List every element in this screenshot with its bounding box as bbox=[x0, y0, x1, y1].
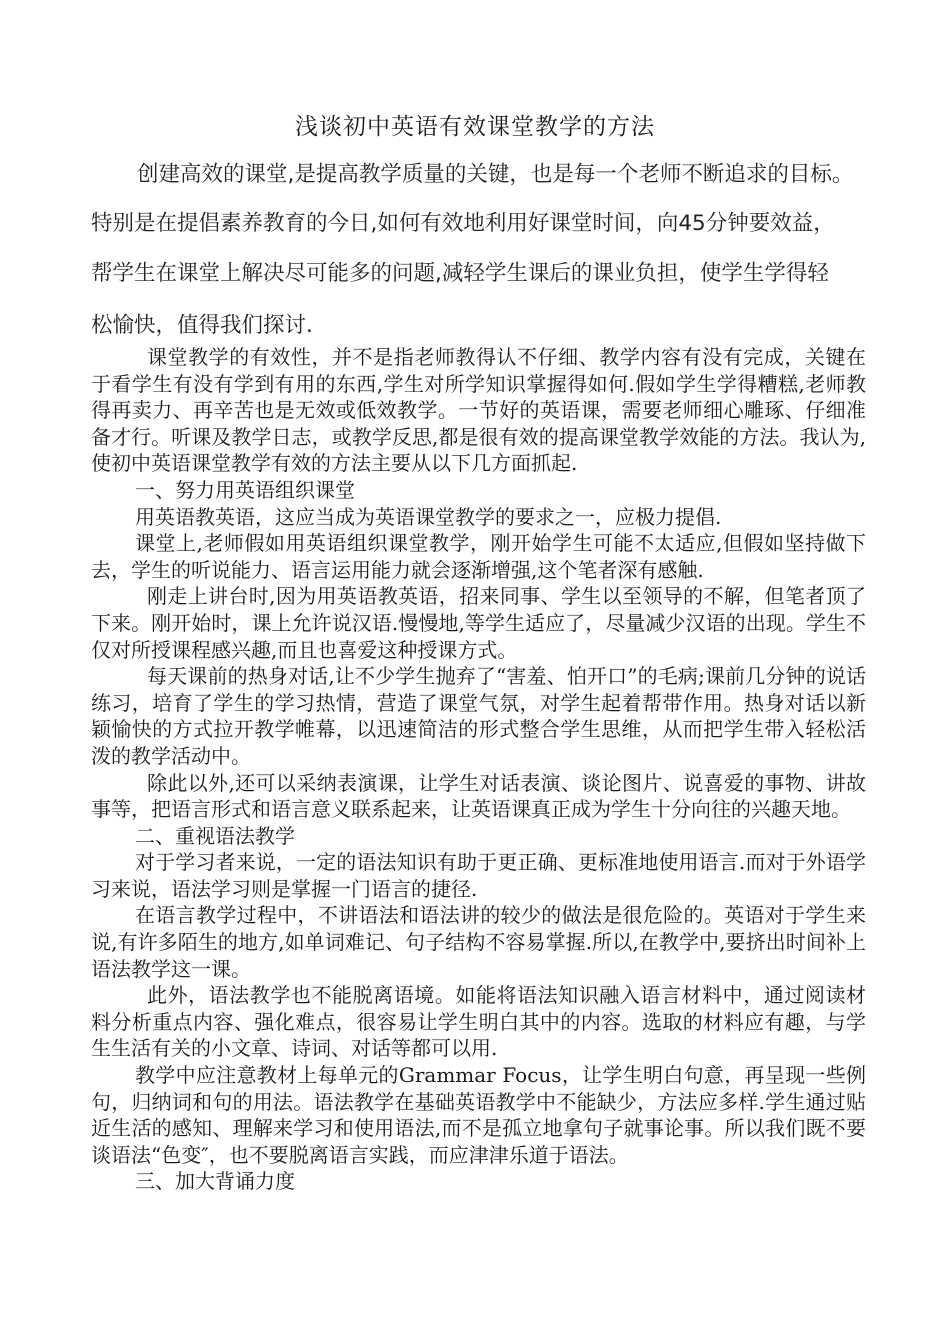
section-heading: 二、重视语法教学 bbox=[135, 823, 295, 848]
paragraph: 用英语教英语，这应当成为英语课堂教学的要求之一，应极力提倡. bbox=[135, 504, 722, 529]
document-body bbox=[91, 344, 866, 1195]
paragraph: 教学中应注意教材上每单元的Grammar Focus，让学生明白句意，再呈现一些例句，归纳词和句的用法。语法教学在基础英语教学中不能缺少，方法应多样.学生通过贴近生活的感知、理解来学习和使用语法,而不是孤立地拿句子就事论事。所以我们既不要谈语法“色变″，也不要脱离语言实践，而应津津乐道于语法。 bbox=[91, 1063, 866, 1167]
paragraph: 除此以外,还可以采纳表演课，让学生对话表演、谈论图片、说喜爱的事物、讲故事等，把语言形式和语言意义联系起来，让英语课真正成为学生十分向往的兴趣天地。 bbox=[91, 770, 866, 822]
paragraph: 对于学习者来说，一定的语法知识有助于更正确、更标准地使用语言.而对于外语学习来说，语法学习则是掌握一门语言的捷径. bbox=[91, 850, 866, 901]
paragraph: 刚走上讲台时,因为用英语教英语，招来同事、学生以至领导的不解，但笔者顶了下来。刚开始时，课上允许说汉语.慢慢地,等学生适应了，尽量减少汉语的出现。学生不仅对所授课程感兴趣,而且也喜爱这种授课方式。 bbox=[91, 584, 866, 662]
paragraph: 在语言教学过程中，不讲语法和语法讲的较少的做法是很危险的。英语对于学生来说,有许多陌生的地方,如单词难记、句子结构不容易掌握.所以,在教学中,要挤出时间补上语法教学这一课。 bbox=[91, 903, 866, 981]
paragraph: 课堂上,老师假如用英语组织课堂教学，刚开始学生可能不太适应,但假如坚持做下去，学生的听说能力、语言运用能力就会逐渐增强,这个笔者深有感触. bbox=[91, 531, 866, 582]
intro-line-4: 松愉快，值得我们探讨. bbox=[91, 313, 313, 338]
document-title: 浅谈初中英语有效课堂教学的方法 bbox=[295, 114, 655, 140]
paragraph: 每天课前的热身对话,让不少学生抛弃了“害羞、怕开口”的毛病;课前几分钟的说话练习，培育了学生的学习热情，营造了课堂气氛，对学生起着帮带作用。热身对话以新颖愉快的方式拉开教学帷幕，以迅速简洁的形式整合学生思维，从而把学生带入轻松活泼的教学活动中。 bbox=[91, 664, 866, 768]
section-heading: 一、努力用英语组织课堂 bbox=[135, 477, 355, 502]
paragraph: 此外，语法教学也不能脱离语境。如能将语法知识融入语言材料中，通过阅读材料分析重点内容、强化难点，很容易让学生明白其中的内容。选取的材料应有趣，与学生生活有关的小文章、诗词、对话等都可以用. bbox=[91, 983, 866, 1061]
paragraph: 课堂教学的有效性，并不是指老师教得认不仔细、教学内容有没有完成，关键在于看学生有没有学到有用的东西,学生对所学知识掌握得如何.假如学生学得糟糕,老师教得再卖力、再辛苦也是无效或低效教学。一节好的英语课，需要老师细心雕琢、仔细准备才行。听课及教学日志，或教学反思,都是很有效的提高课堂教学效能的方法。我认为,使初中英语课堂教学有效的方法主要从以下几方面抓起. bbox=[91, 345, 866, 476]
section-heading: 三、加大背诵力度 bbox=[135, 1169, 295, 1194]
intro-line-2: 特别是在提倡素养教育的今日,如何有效地利用好课堂时间，向45分钟要效益， bbox=[91, 211, 835, 236]
intro-line-3: 帮学生在课堂上解决尽可能多的问题,减轻学生课后的课业负担，使学生学得轻 bbox=[91, 261, 829, 286]
intro-line-1: 创建高效的课堂,是提高教学质量的关键，也是每一个老师不断追求的目标。 bbox=[137, 162, 854, 187]
